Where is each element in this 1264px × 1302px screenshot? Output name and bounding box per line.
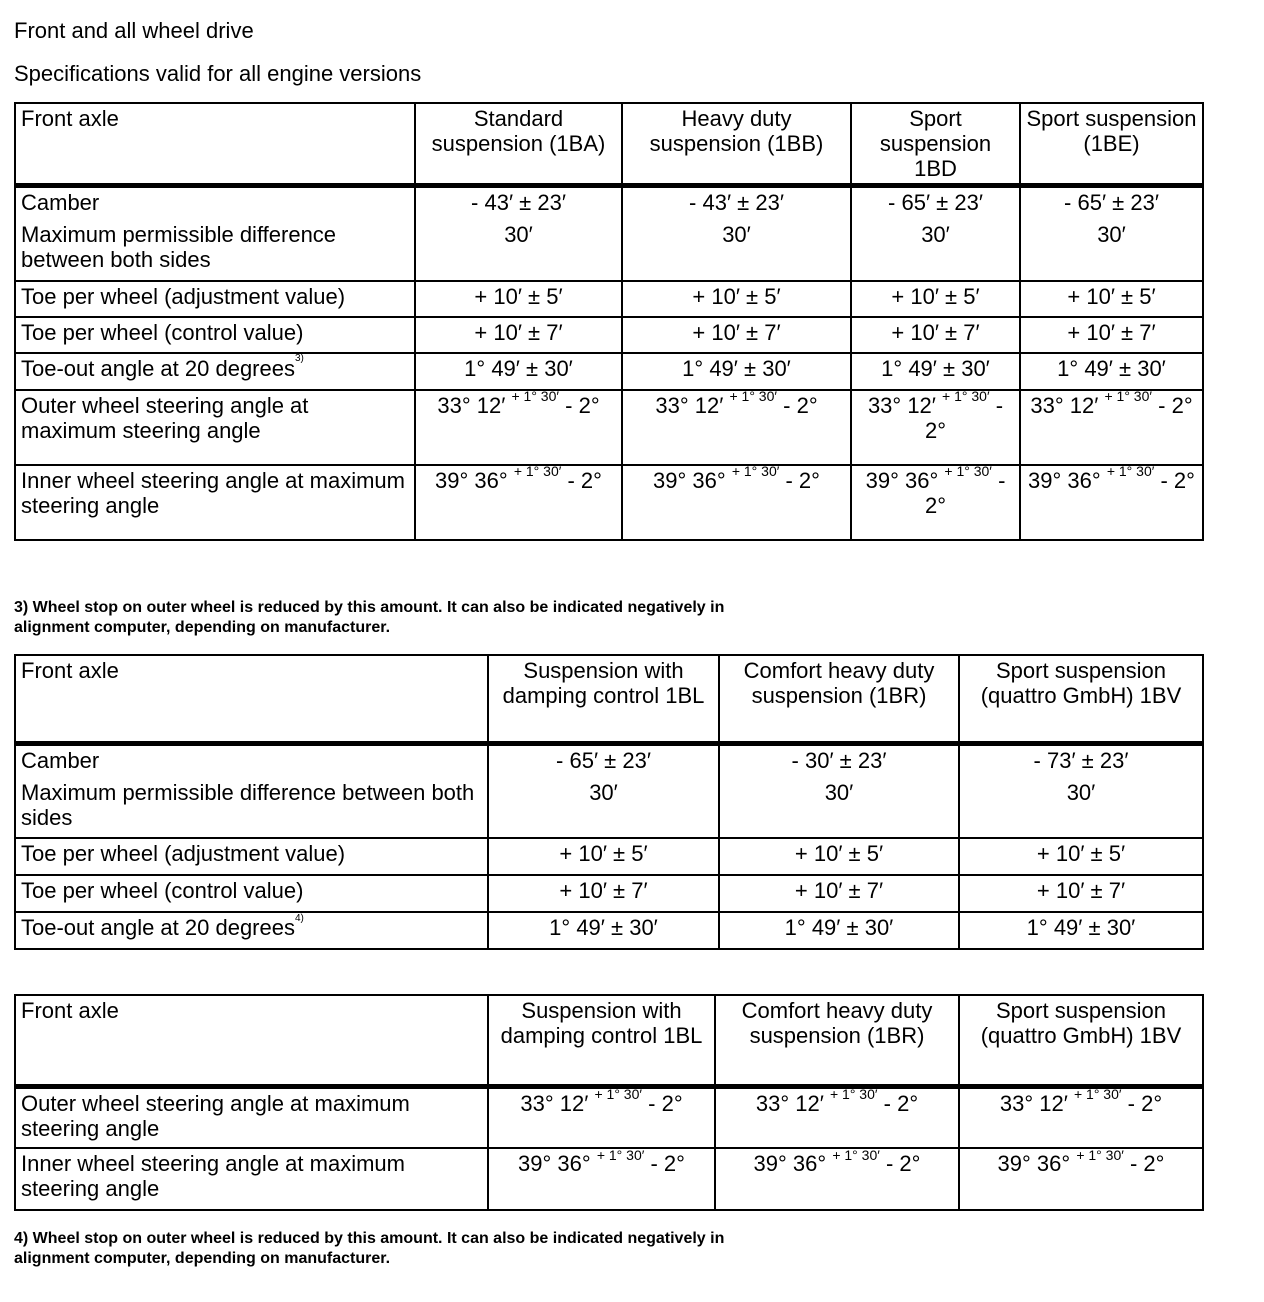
angle-value: 39° 36° $^{+ 1^\circ 30'}$ - 2°: [851, 465, 1020, 540]
cell-value: 30′: [415, 220, 622, 281]
row-label: Maximum permissible difference between both sides: [15, 220, 415, 281]
cell-value: + 10′ ± 5′: [488, 838, 719, 875]
table-header-row: [15, 655, 1203, 743]
row-label: Toe-out angle at 20 degrees$^{4)}$: [15, 912, 488, 949]
cell-value: + 10′ ± 5′: [415, 281, 622, 317]
table-row: [15, 1086, 1203, 1148]
page-title: Front and all wheel drive: [14, 18, 254, 43]
cell-value: + 10′ ± 5′: [1020, 281, 1203, 317]
footnote-4: 4) Wheel stop on outer wheel is reduced by this amount. It can also be indicated negatively in alignment computer, depending on manufacturer.: [14, 1230, 725, 1267]
cell-value: 30′: [959, 778, 1203, 838]
table-row: [15, 778, 1203, 838]
table-row: [15, 743, 1203, 778]
cell-value: + 10′ ± 7′: [622, 317, 851, 353]
footnote-marker: 3): [294, 353, 304, 365]
table-row: [15, 317, 1203, 353]
angle-value: 39° 36° $^{+ 1^\circ 30'}$ - 2°: [415, 465, 622, 540]
cell-value: + 10′ ± 5′: [959, 838, 1203, 875]
table-row: [15, 875, 1203, 912]
cell-value: - 65′ ± 23′: [488, 743, 719, 778]
cell-value: + 10′ ± 5′: [719, 838, 959, 875]
table-row: [15, 465, 1203, 540]
cell-value: 1° 49′ ± 30′: [415, 353, 622, 390]
row-label: Toe per wheel (control value): [15, 875, 488, 912]
angle-value: 33° 12′ $^{+ 1^\circ 30'}$ - 2°: [959, 1086, 1203, 1148]
column-header: Sport suspension 1BD: [851, 103, 1020, 186]
cell-value: 30′: [488, 778, 719, 838]
page-subtitle: Specifications valid for all engine versions: [14, 61, 422, 86]
table-row: [15, 220, 1203, 281]
column-header: Heavy duty suspension (1BB): [622, 103, 851, 186]
row-label: Toe per wheel (adjustment value): [15, 838, 488, 875]
cell-value: 1° 49′ ± 30′: [851, 353, 1020, 390]
row-label: Inner wheel steering angle at maximum steering angle: [15, 1148, 488, 1210]
cell-value: + 10′ ± 5′: [851, 281, 1020, 317]
footnote-3: 3) Wheel stop on outer wheel is reduced by this amount. It can also be indicated negatively in alignment computer, depending on manufacturer.: [14, 599, 725, 636]
angle-value: 39° 36° $^{+ 1^\circ 30'}$ - 2°: [715, 1148, 959, 1210]
cell-value: + 10′ ± 7′: [719, 875, 959, 912]
column-header: Suspension with damping control 1BL: [488, 655, 719, 743]
column-header: Sport suspension (1BE): [1020, 103, 1203, 186]
row-label: Inner wheel steering angle at maximum steering angle: [15, 465, 415, 540]
cell-value: - 43′ ± 23′: [415, 186, 622, 220]
angle-value: 39° 36° $^{+ 1^\circ 30'}$ - 2°: [488, 1148, 715, 1210]
cell-value: - 30′ ± 23′: [719, 743, 959, 778]
cell-value: + 10′ ± 7′: [488, 875, 719, 912]
table-corner-label: Front axle: [15, 995, 488, 1086]
column-header: Comfort heavy duty suspension (1BR): [715, 995, 959, 1086]
column-header: Suspension with damping control 1BL: [488, 995, 715, 1086]
cell-value: 1° 49′ ± 30′: [1020, 353, 1203, 390]
angle-value: 33° 12′ $^{+ 1^\circ 30'}$ - 2°: [488, 1086, 715, 1148]
column-header: Standard suspension (1BA): [415, 103, 622, 186]
table-corner-label: Front axle: [15, 655, 488, 743]
row-label: Toe per wheel (control value): [15, 317, 415, 353]
table-row: [15, 281, 1203, 317]
column-header: Comfort heavy duty suspension (1BR): [719, 655, 959, 743]
row-label: Maximum permissible difference between both sides: [15, 778, 488, 838]
table-row: [15, 186, 1203, 220]
table-row: [15, 838, 1203, 875]
cell-value: + 10′ ± 7′: [415, 317, 622, 353]
cell-value: - 65′ ± 23′: [851, 186, 1020, 220]
row-label: Toe-out angle at 20 degrees$^{3)}$: [15, 353, 415, 390]
angle-value: 33° 12′ $^{+ 1^\circ 30'}$ - 2°: [415, 390, 622, 465]
cell-value: 30′: [719, 778, 959, 838]
cell-value: 30′: [1020, 220, 1203, 281]
row-label: Outer wheel steering angle at maximum steering angle: [15, 1086, 488, 1148]
cell-value: + 10′ ± 7′: [1020, 317, 1203, 353]
angle-value: 33° 12′ $^{+ 1^\circ 30'}$ - 2°: [851, 390, 1020, 465]
angle-value: 39° 36° $^{+ 1^\circ 30'}$ - 2°: [959, 1148, 1203, 1210]
table-header-row: [15, 995, 1203, 1086]
cell-value: 30′: [851, 220, 1020, 281]
angle-value: 39° 36° $^{+ 1^\circ 30'}$ - 2°: [622, 465, 851, 540]
cell-value: 1° 49′ ± 30′: [719, 912, 959, 949]
row-label: Camber: [15, 186, 415, 220]
table-header-row: [15, 103, 1203, 186]
column-header: Sport suspension (quattro GmbH) 1BV: [959, 995, 1203, 1086]
column-header: Sport suspension (quattro GmbH) 1BV: [959, 655, 1203, 743]
spec-table-3: [14, 994, 1204, 1211]
table-row: [15, 353, 1203, 390]
cell-value: + 10′ ± 5′: [622, 281, 851, 317]
angle-value: 33° 12′ $^{+ 1^\circ 30'}$ - 2°: [622, 390, 851, 465]
row-label: Outer wheel steering angle at maximum steering angle: [15, 390, 415, 465]
table-row: [15, 390, 1203, 465]
spec-table-1: [14, 102, 1204, 541]
cell-value: - 43′ ± 23′: [622, 186, 851, 220]
footnote-marker: 4): [294, 912, 304, 924]
cell-value: - 73′ ± 23′: [959, 743, 1203, 778]
spec-table-2: [14, 654, 1204, 950]
table-row: [15, 912, 1203, 949]
table-row: [15, 1148, 1203, 1210]
cell-value: 1° 49′ ± 30′: [959, 912, 1203, 949]
cell-value: 1° 49′ ± 30′: [488, 912, 719, 949]
angle-value: 39° 36° $^{+ 1^\circ 30'}$ - 2°: [1020, 465, 1203, 540]
cell-value: 1° 49′ ± 30′: [622, 353, 851, 390]
table-corner-label: Front axle: [15, 103, 415, 186]
angle-value: 33° 12′ $^{+ 1^\circ 30'}$ - 2°: [715, 1086, 959, 1148]
row-label: Toe per wheel (adjustment value): [15, 281, 415, 317]
angle-value: 33° 12′ $^{+ 1^\circ 30'}$ - 2°: [1020, 390, 1203, 465]
cell-value: + 10′ ± 7′: [959, 875, 1203, 912]
row-label: Camber: [15, 743, 488, 778]
cell-value: 30′: [622, 220, 851, 281]
cell-value: - 65′ ± 23′: [1020, 186, 1203, 220]
cell-value: + 10′ ± 7′: [851, 317, 1020, 353]
